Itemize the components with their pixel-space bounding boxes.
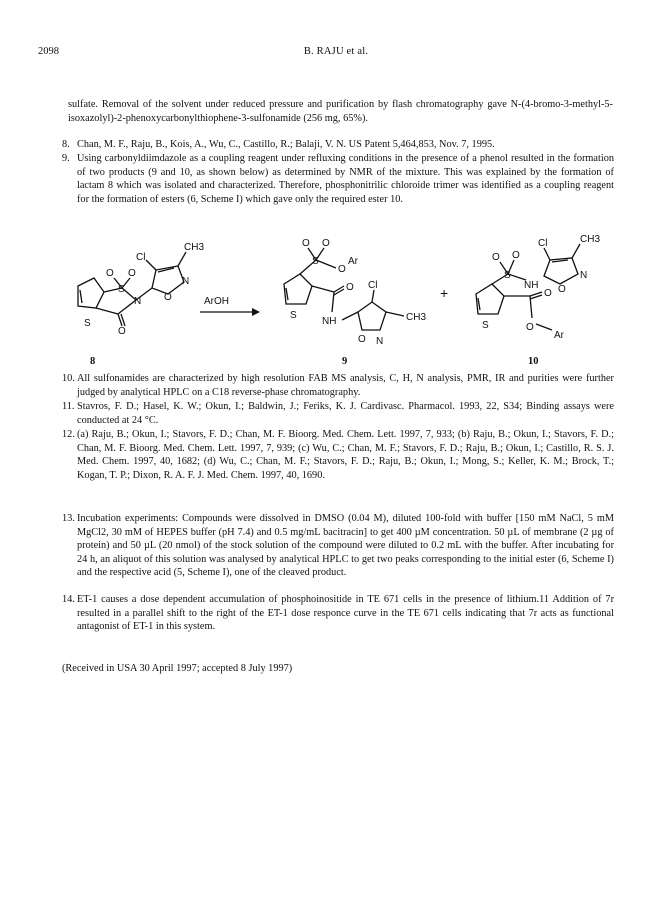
atom-label-o: O [544,288,552,299]
atom-label-o: O [358,334,366,345]
atom-label-s: S [482,320,489,331]
atom-label-n: N [134,296,142,307]
atom-label-n: N [580,270,588,281]
note-number: 9. [62,153,70,164]
note-text: ET-1 causes a dose dependent accumulation of phosphoinositide in TE 671 cells in the presence of lithium.11 Addition of 7r resulted in a parallel shift to the right of the ET-1 dose responce curve in the TE 671 cells indicating that 7r acts as functional antagonist of ET-1 in this system. [77,594,614,632]
reaction-scheme [60,234,620,370]
page-number: 2098 [38,46,59,57]
note-text: Chan, M. F., Raju, B., Kois, A., Wu, C., Castillo, R.; Balaji, V. N. US Patent 5,464,853, Nov. 7, 1995. [77,139,495,150]
atom-label-s: S [84,318,91,329]
page-header [38,46,634,62]
note-9 [62,152,614,206]
plus-sign: + [440,285,449,301]
atom-label-ch3: CH3 [406,312,427,323]
atom-label-nh: NH [322,316,337,327]
atom-label-s: S [118,284,125,295]
note-number: 8. [62,139,70,150]
note-11 [62,400,614,427]
note-text: Using carbonyldiimdazole as a coupling reagent under refluxing conditions in the presence of a phenol resulted in the formation of two products (9 and 10, as shown below) as determined by NMR of the mixture. This was explained by the formation of lactam 8 which was isolated and characterized. Therefore, phosphonitrilic chloroide trimer was identified as a coupling reagent for the formation of esters (6, Scheme I) which gave only the required ester 10. [77,153,614,205]
atom-label-ch3: CH3 [184,242,205,253]
atom-label-s: S [312,256,319,267]
atom-label-n: N [376,336,384,347]
atom-label-ar: Ar [554,330,564,341]
atom-label-o: O [128,268,136,279]
note-text: All sulfonamides are characterized by high resolution FAB MS analysis, C, H, N analysis, PMR, IR and purities were further judged by analytical HPLC on a C18 reverse-phase chromatography. [77,373,614,398]
note-8 [62,138,614,152]
atom-label-o: O [164,292,172,303]
atom-label-o: O [526,322,534,333]
note-12 [62,428,614,482]
atom-label-n: N [182,276,190,287]
atom-label-o: O [302,238,310,249]
atom-label-o: O [558,284,566,295]
note-number: 12. [62,429,75,440]
note-text: (a) Raju, B.; Okun, I.; Stavors, F. D.; Chan, M. F. Bioorg. Med. Chem. Lett. 1997, 7, 933; (b) Raju, B.; Okun, I.; Stavors, F. D.; Chan, M. F. Bioorg. Med. Chem. Lett. 1997, 7, 939; (c) Wu, C.; Chan, M. F.; Stavors, F. D.; Raju, B.; Okun, I.; Castillo, R. S. J. Med. Chem. 1997, 40, 1682; (d) Wu, C.; Chan, M. F.; Stavors, F. D.; Raju, B.; Okun, I.; Mong, S.; Keller, K. M.; Brock, T.; Kogan, T. P.; Dixon, R. A. F. J. Med. Chem. 1997, 40, 1690. [77,429,614,481]
note-number: 11. [62,401,75,412]
atom-label-o: O [106,268,114,279]
atom-label-cl: Cl [538,238,548,249]
note-continuation: sulfate. Removal of the solvent under reduced pressure and purification by flash chromatography gave N-(4-bromo-3-methyl-5-isoxazolyl)-2-phenoxycarbonylthiophene-3-sulfonamide (256 mg, 65%). [68,99,613,124]
compound-label-9: 9 [342,356,348,367]
note-10 [62,372,614,399]
running-head: B. RAJU et al. [303,46,369,57]
atom-label-s: S [290,310,297,321]
note-13 [62,512,614,580]
atom-label-o: O [512,250,520,261]
atom-label-o: O [492,252,500,263]
atom-label-cl: Cl [368,280,378,291]
note-14 [62,593,614,634]
atom-label-cl: Cl [136,252,146,263]
atom-label-o: O [322,238,330,249]
atom-label-o: O [346,282,354,293]
note-number: 13. [62,513,75,524]
compound-label-10: 10 [528,356,539,367]
atom-label-nh: NH [524,280,539,291]
atom-label-ch3: CH3 [580,234,601,245]
atom-label-ar: Ar [348,256,358,267]
note-text: Stavros, F. D.; Hasel, K. W.; Okun, I.; Baldwin, J.; Feriks, K. J. Cardivasc. Pharmacol. 1993, 22, S34; Binding assays were conducted at 24 °C. [77,401,614,426]
note-number: 14. [62,594,75,605]
atom-label-s: S [504,270,511,281]
received-line: (Received in USA 30 April 1997; accepted 8 July 1997) [62,663,293,674]
note-text: Incubation experiments: Compounds were dissolved in DMSO (0.04 M), diluted 100-fold with buffer [150 mM NaCl, 5 mM MgCl2, 30 mM of HEPES buffer (pH 7.4) and 0.5 mg/mL bacitracin] to get 400 µM concentration. 50 µL of membrane (2 µg of protein) and 50 µL (20 nmol) of the stock solution of the compound were diluted to 0.2 mL with the buffer. After incubating for 24 h, an aliquot of this solution was analysed by analytical HPLC to get two peaks corresponding to the initial ester (6, Scheme I) and the respective acid (5, Scheme I), one of the cleaved product. [77,513,614,578]
reagent-label: ArOH [204,296,229,307]
compound-label-8: 8 [90,356,96,367]
atom-label-o: O [338,264,346,275]
atom-label-o: O [118,326,126,337]
note-number: 10. [62,373,75,384]
